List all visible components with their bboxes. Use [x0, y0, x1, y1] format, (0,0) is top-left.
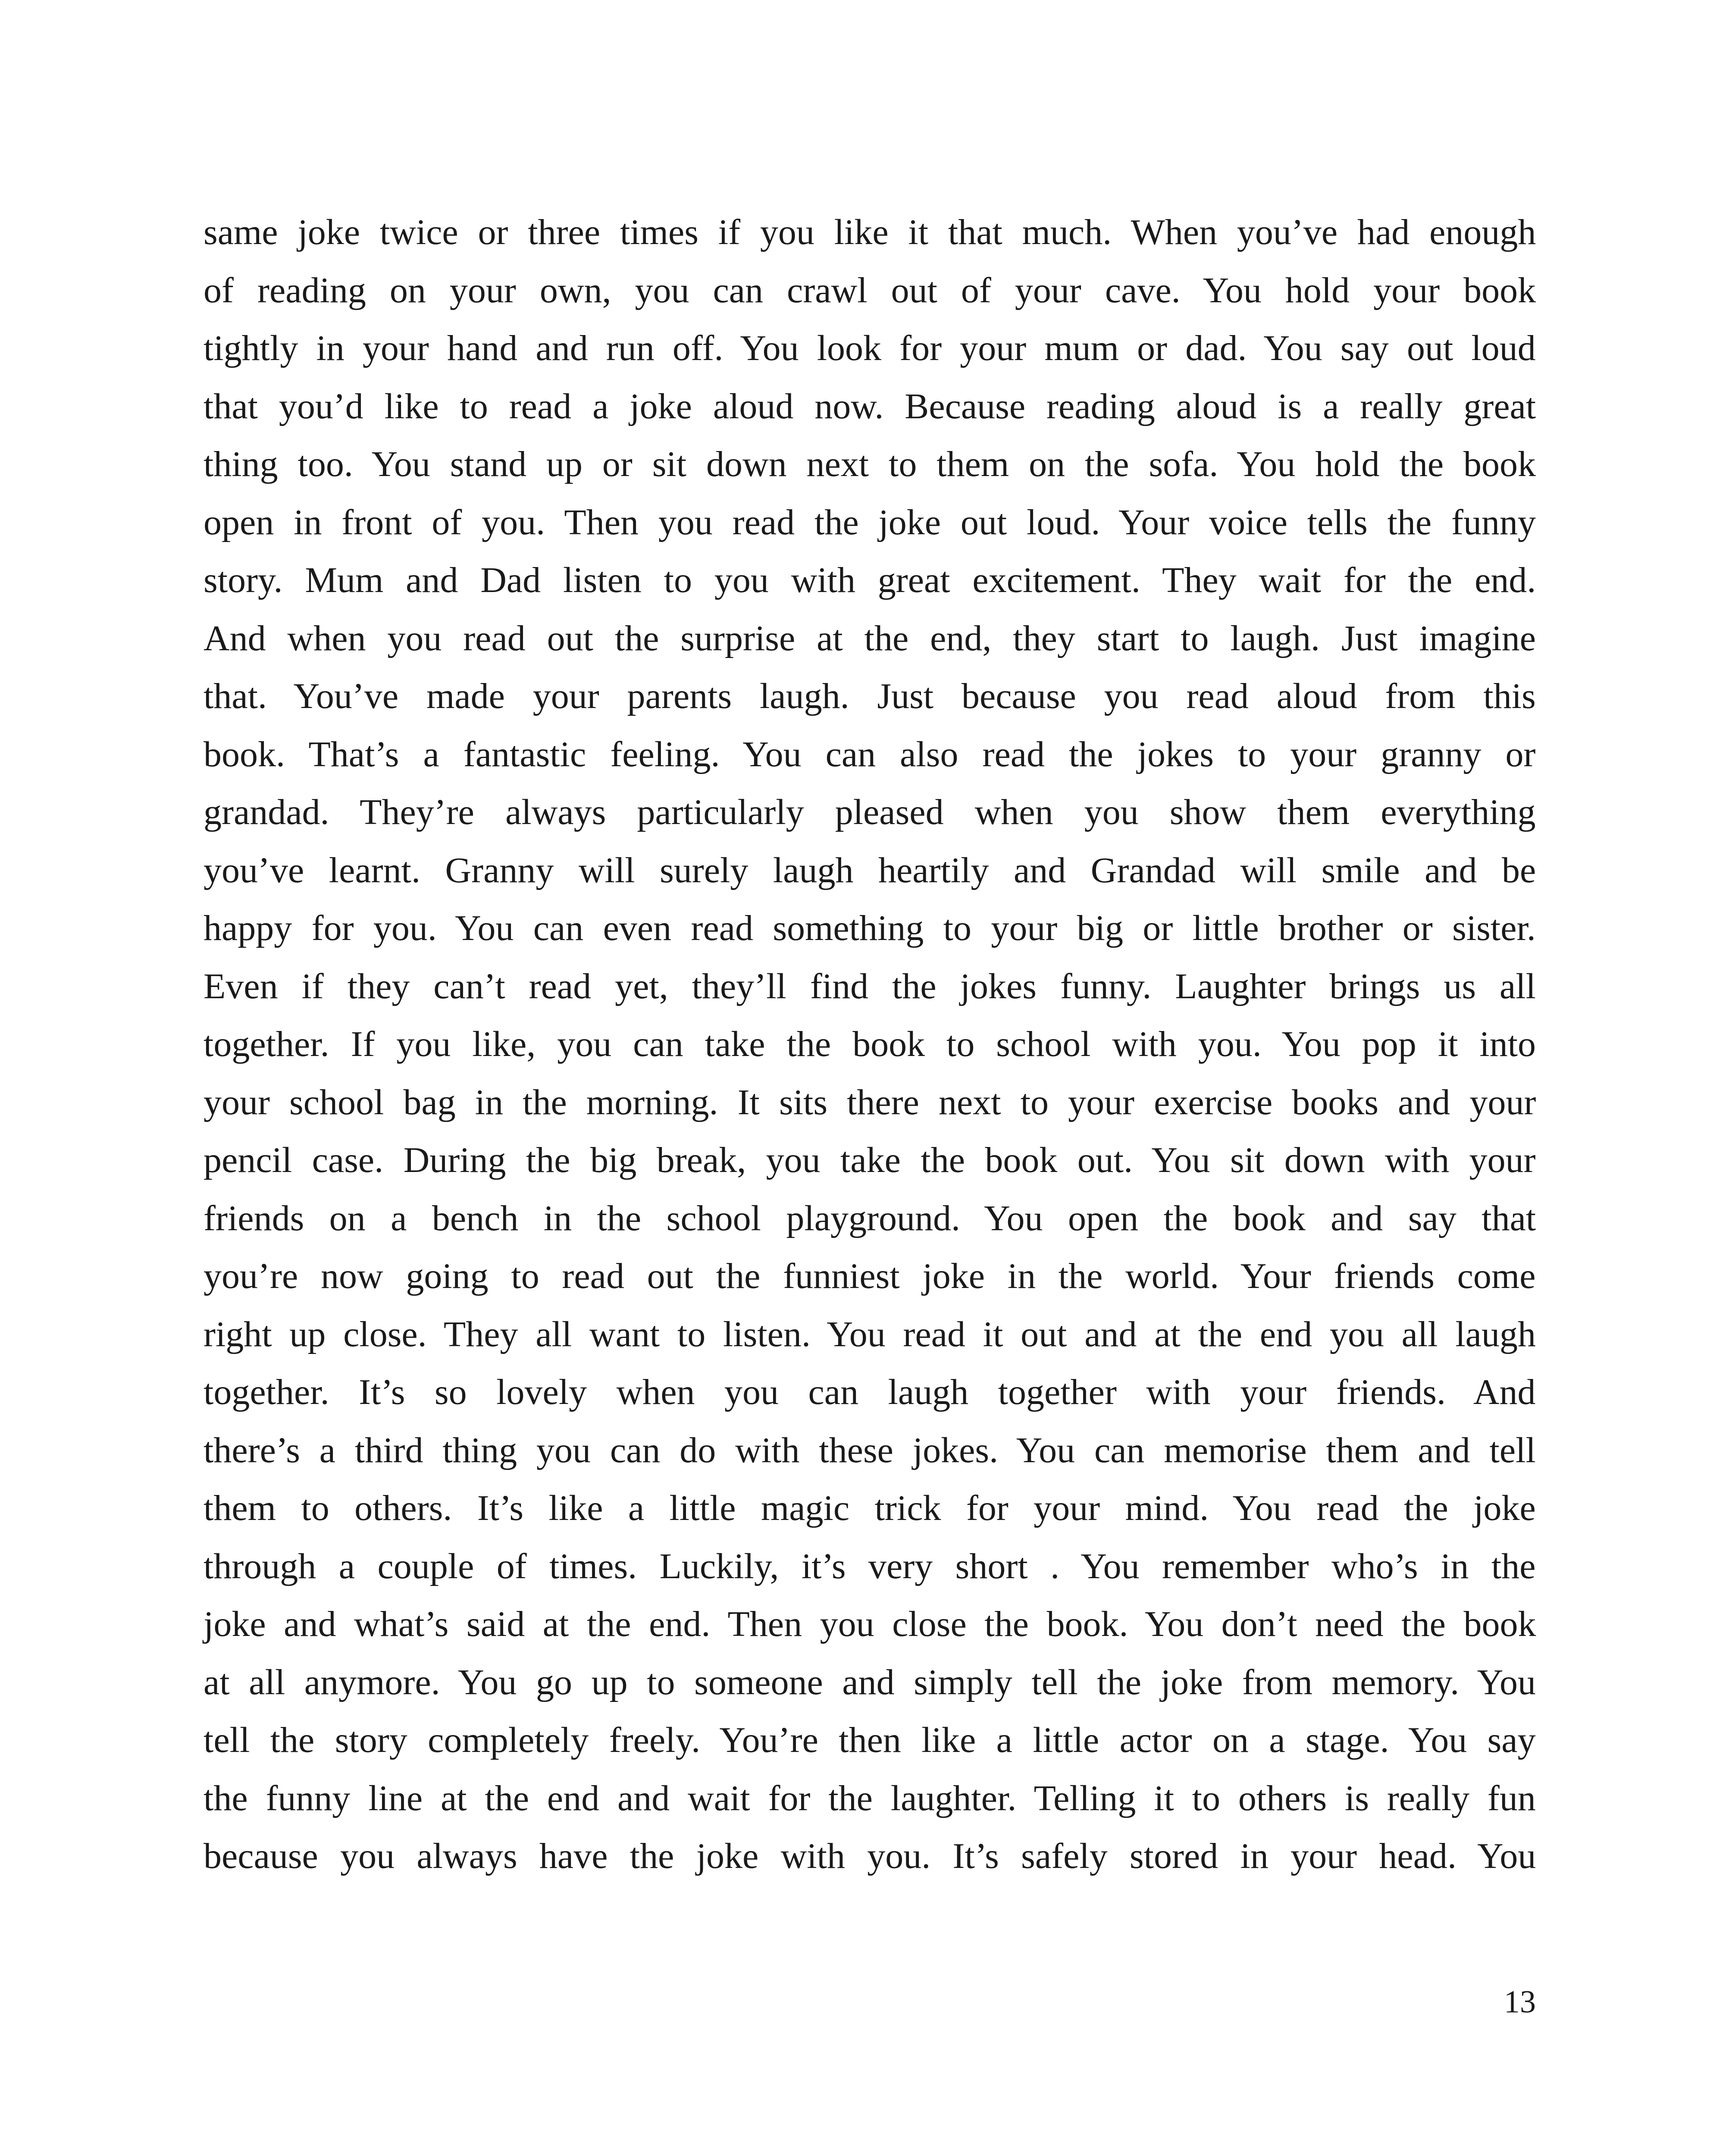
text-line: that you’d like to read a joke aloud now. Because reading aloud is a really great: [204, 386, 1536, 426]
text-line: your school bag in the morning. It sits there next to your exercise books and your: [204, 1082, 1536, 1122]
text-line: together. It’s so lovely when you can laugh together with your friends. And: [204, 1372, 1536, 1412]
text-line: thing too. You stand up or sit down next to them on the sofa. You hold the book: [204, 444, 1536, 484]
text-line: them to others. It’s like a little magic trick for your mind. You read the joke: [204, 1488, 1536, 1528]
text-line: pencil case. During the big break, you take the book out. You sit down with your: [204, 1140, 1536, 1180]
text-line: you’ve learnt. Granny will surely laugh heartily and Grandad will smile and be: [204, 850, 1536, 890]
text-line: because you always have the joke with you. It’s safely stored in your head. You: [204, 1836, 1536, 1876]
text-line: And when you read out the surprise at the end, they start to laugh. Just imagine: [204, 618, 1536, 658]
text-line: Even if they can’t read yet, they’ll find the jokes funny. Laughter brings us all: [204, 966, 1536, 1006]
text-line: there’s a third thing you can do with these jokes. You can memorise them and tell: [204, 1430, 1536, 1470]
page-number: 13: [1504, 1984, 1536, 2020]
text-line: story. Mum and Dad listen to you with great excitement. They wait for the end.: [204, 560, 1536, 600]
text-line: right up close. They all want to listen. You read it out and at the end you all laugh: [204, 1314, 1536, 1354]
text-line: same joke twice or three times if you like it that much. When you’ve had enough: [204, 212, 1536, 252]
text-line: the funny line at the end and wait for the laughter. Telling it to others is really fun: [204, 1778, 1536, 1818]
text-line: together. If you like, you can take the book to school with you. You pop it into: [204, 1024, 1536, 1064]
text-line: tell the story completely freely. You’re then like a little actor on a stage. You say: [204, 1720, 1536, 1760]
text-line: grandad. They’re always particularly pleased when you show them everything: [204, 792, 1536, 832]
text-line: book. That’s a fantastic feeling. You can also read the jokes to your granny or: [204, 734, 1536, 774]
text-line: at all anymore. You go up to someone and simply tell the joke from memory. You: [204, 1662, 1536, 1702]
text-line: through a couple of times. Luckily, it’s very short . You remember who’s in the: [204, 1546, 1536, 1586]
text-line: tightly in your hand and run off. You look for your mum or dad. You say out loud: [204, 328, 1536, 368]
text-line: open in front of you. Then you read the joke out loud. Your voice tells the funny: [204, 502, 1536, 542]
text-line: happy for you. You can even read something to your big or little brother or sister.: [204, 908, 1536, 948]
text-line: you’re now going to read out the funniest joke in the world. Your friends come: [204, 1256, 1536, 1296]
text-line: of reading on your own, you can crawl out of your cave. You hold your book: [204, 270, 1536, 310]
body-text: [204, 204, 1536, 1886]
text-line: friends on a bench in the school playground. You open the book and say that: [204, 1198, 1536, 1238]
text-line: joke and what’s said at the end. Then you close the book. You don’t need the book: [204, 1604, 1536, 1644]
text-line: that. You’ve made your parents laugh. Just because you read aloud from this: [204, 676, 1536, 716]
